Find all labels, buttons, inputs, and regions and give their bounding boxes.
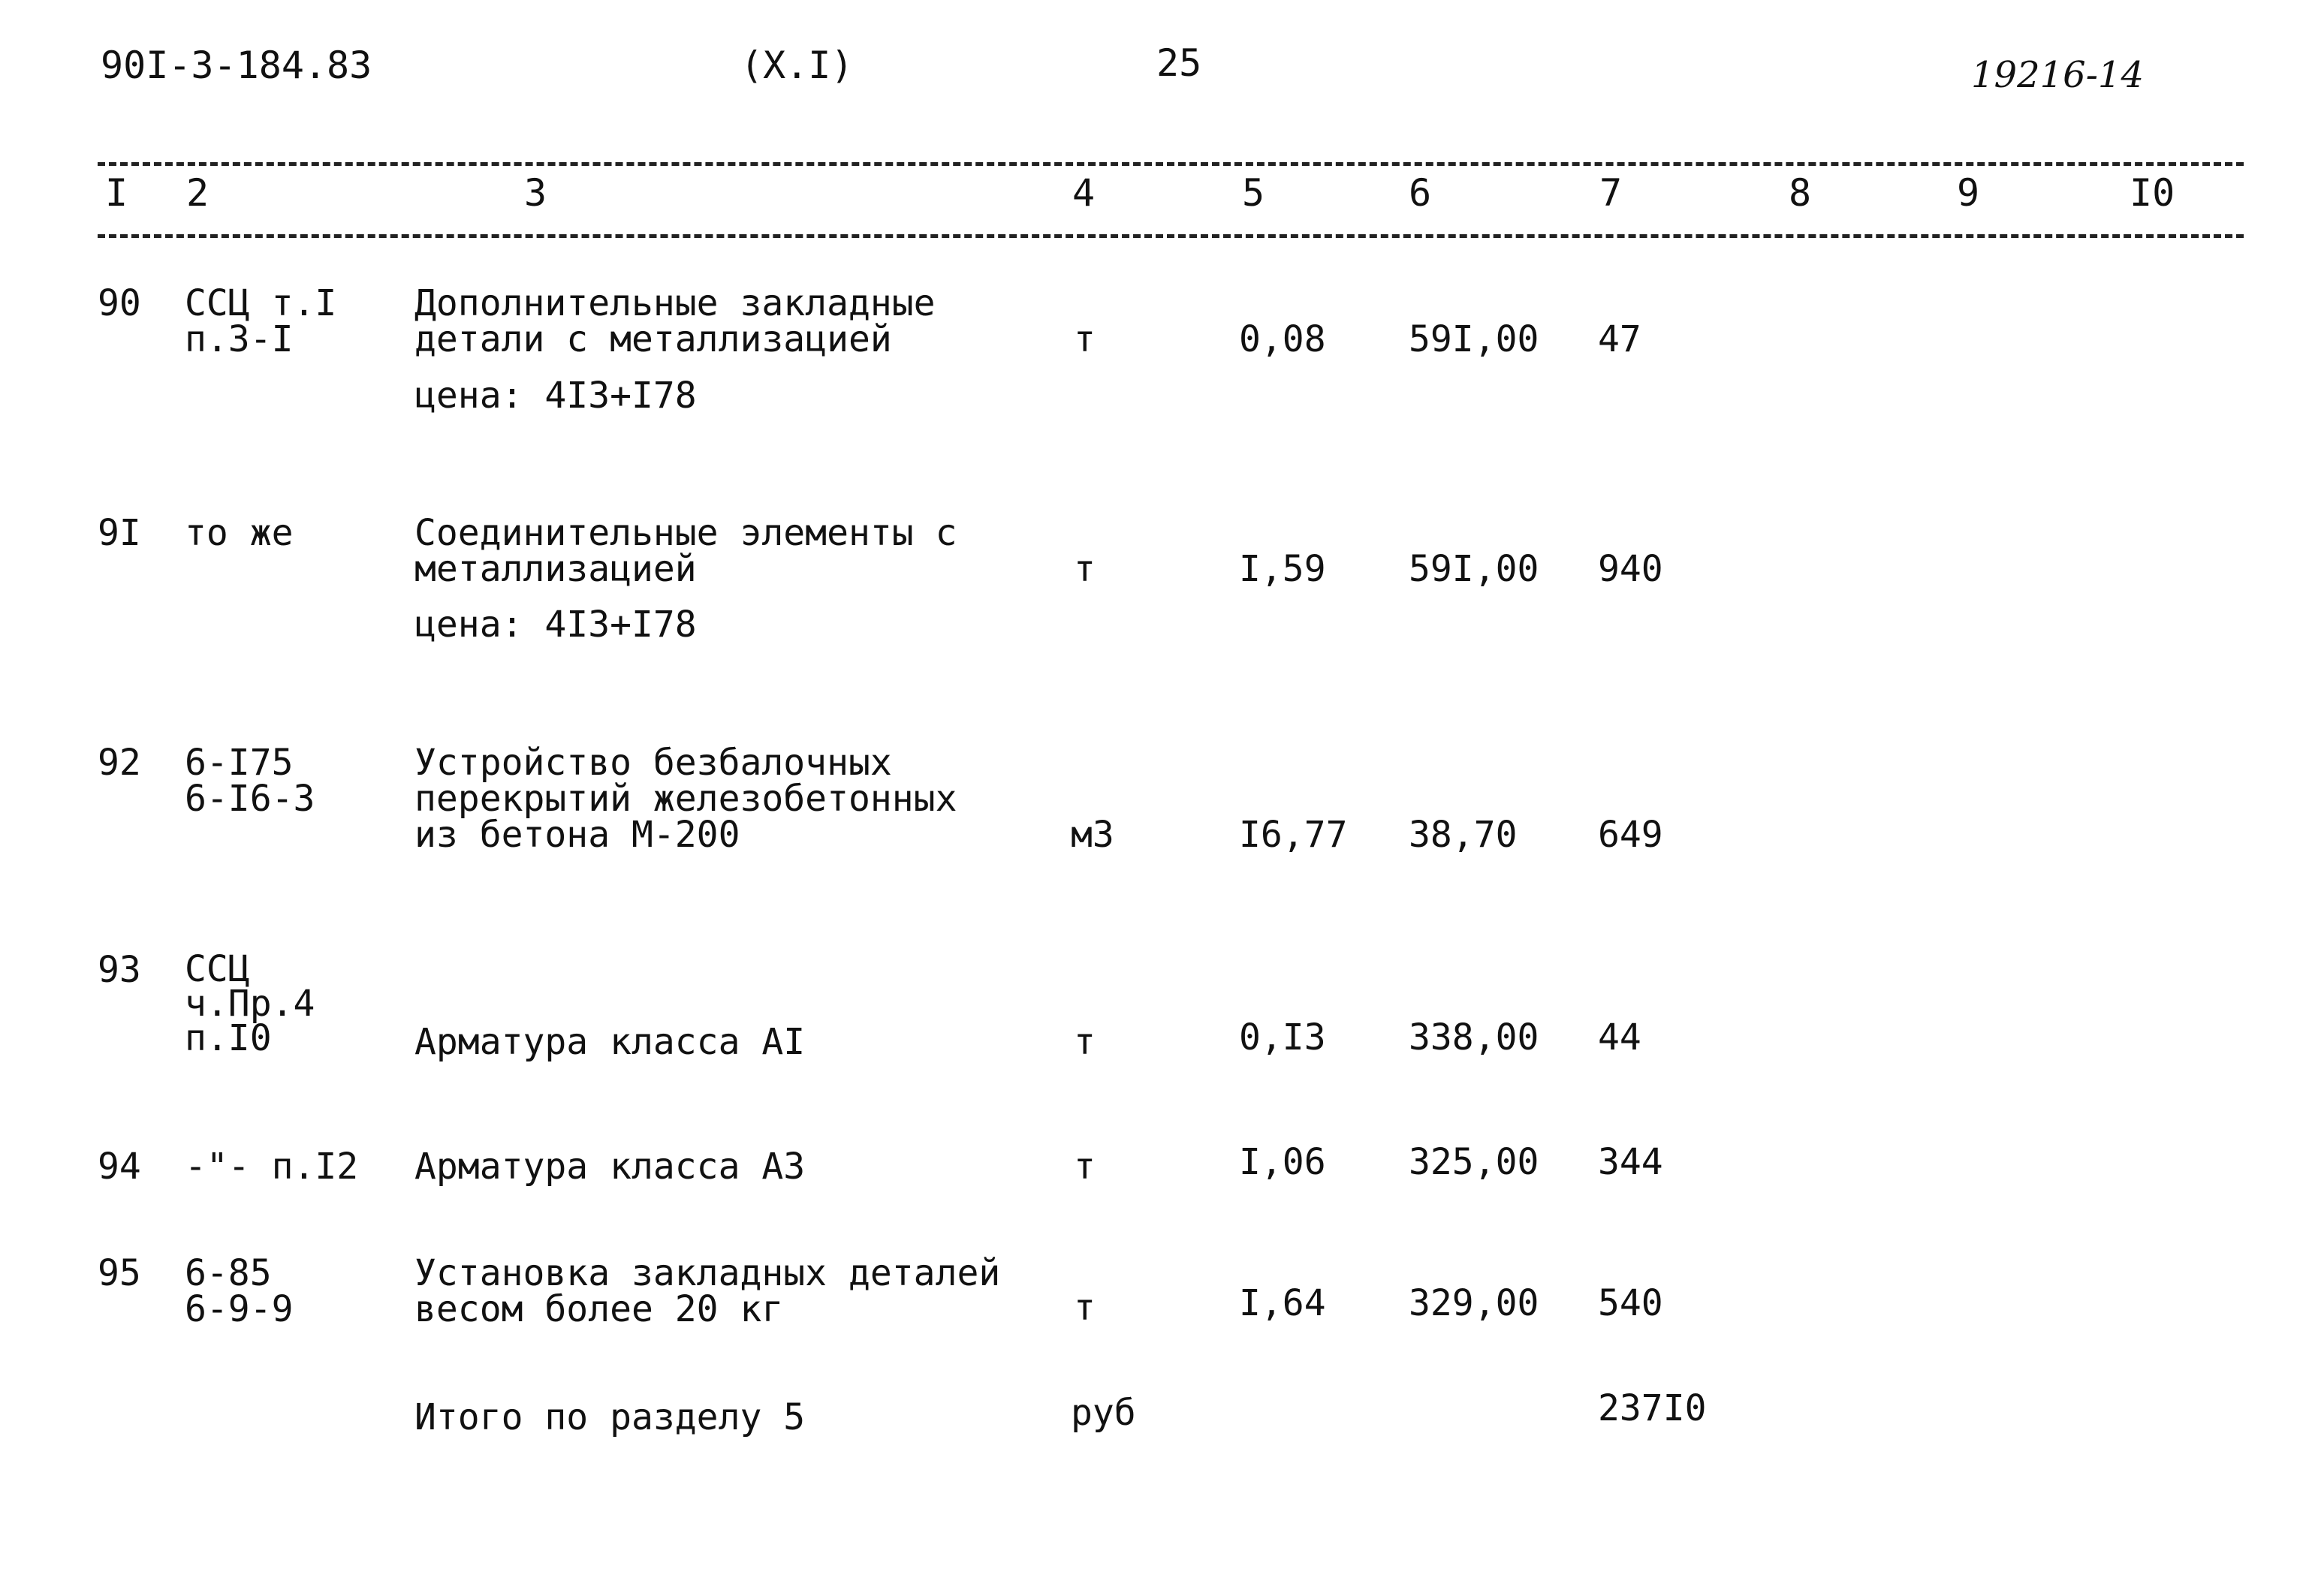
column-header-7: 7	[1599, 171, 1623, 215]
description-line: Дополнительные закладные	[414, 282, 936, 324]
quantity: I,06	[1239, 1141, 1326, 1183]
row-reference	[185, 742, 315, 820]
row-number: 94	[98, 1146, 141, 1188]
description-line: Соединительные элементы с	[414, 512, 957, 554]
column-header-9: 9	[1957, 171, 1980, 215]
summary-label: Итого по разделу 5	[414, 1396, 806, 1438]
column-header-3: 3	[524, 171, 547, 215]
row-description	[414, 282, 936, 360]
column-header-6: 6	[1409, 171, 1432, 215]
total: 47	[1598, 318, 1641, 360]
reference-line: 6-9-9	[185, 1288, 294, 1330]
summary-unit: руб	[1071, 1392, 1136, 1434]
unit-price: 59I,00	[1409, 318, 1539, 360]
quantity: I,64	[1239, 1282, 1326, 1324]
header-rule-bottom	[98, 234, 2244, 238]
description-line: Установка закладных деталей	[414, 1252, 1001, 1294]
total: 540	[1598, 1282, 1663, 1324]
price-note: цена: 4I3+I78	[414, 375, 697, 417]
description-line: металлизацией	[414, 548, 697, 590]
column-header-4: 4	[1072, 171, 1096, 215]
reference-line: 6-85	[185, 1252, 272, 1294]
row-description	[414, 512, 957, 590]
description-line: Устройство безбалочных	[414, 742, 892, 784]
unit: т	[1074, 318, 1096, 360]
row-description	[414, 1021, 806, 1063]
row-description	[414, 742, 957, 856]
total: 649	[1598, 814, 1663, 856]
description-line: перекрытий железобетонных	[414, 778, 957, 820]
reference-line: п.I0	[185, 1017, 272, 1059]
row-reference	[185, 512, 294, 554]
row-number: 9I	[98, 512, 141, 554]
row-number: 93	[98, 949, 141, 991]
row-number: 95	[98, 1252, 141, 1294]
column-header-1: I	[105, 171, 128, 215]
total: 44	[1598, 1016, 1641, 1058]
unit-price: 59I,00	[1409, 548, 1539, 590]
unit-price: 338,00	[1409, 1016, 1539, 1058]
unit-price: 329,00	[1409, 1282, 1539, 1324]
column-header-2: 2	[186, 171, 209, 215]
row-reference	[185, 1146, 359, 1188]
row-number: 90	[98, 282, 141, 324]
quantity: I,59	[1239, 548, 1326, 590]
reference-line: -"- п.I2	[185, 1146, 359, 1188]
unit: т	[1074, 1021, 1096, 1063]
row-reference	[185, 1252, 294, 1330]
column-header-5: 5	[1242, 171, 1265, 215]
unit-price: 38,70	[1409, 814, 1518, 856]
row-reference	[185, 282, 337, 360]
reference-line: 6-I6-3	[185, 778, 315, 820]
page-number: 25	[1156, 41, 1202, 85]
description-line: Арматура класса АI	[414, 1021, 806, 1063]
total: 344	[1598, 1141, 1663, 1183]
row-description	[414, 1146, 806, 1188]
description-line: детали с металлизацией	[414, 318, 892, 360]
sheet-number: 19216-14	[1971, 54, 2144, 96]
reference-line: 6-I75	[185, 742, 294, 784]
document-code: 90I-3-184.83	[101, 44, 372, 87]
row-description	[414, 1252, 1001, 1330]
quantity: 0,08	[1239, 318, 1326, 360]
unit: т	[1074, 1146, 1096, 1188]
header-rule-top	[98, 162, 2244, 166]
unit: т	[1074, 1287, 1096, 1329]
reference-line: то же	[185, 512, 294, 554]
price-note: цена: 4I3+I78	[414, 604, 697, 646]
summary-total: 237I0	[1598, 1387, 1707, 1429]
unit: т	[1074, 548, 1096, 590]
reference-line: ССЦ т.I	[185, 282, 337, 324]
quantity: I6,77	[1239, 814, 1348, 856]
quantity: 0,I3	[1239, 1016, 1326, 1058]
unit: м3	[1071, 814, 1114, 856]
row-number: 92	[98, 742, 141, 784]
total: 940	[1598, 548, 1663, 590]
section-label: (X.I)	[740, 44, 854, 87]
reference-line: ч.Пр.4	[185, 983, 315, 1025]
unit-price: 325,00	[1409, 1141, 1539, 1183]
description-line: весом более 20 кг	[414, 1288, 784, 1330]
row-reference	[185, 948, 315, 1059]
reference-line: ССЦ	[185, 948, 250, 990]
column-header-8: 8	[1789, 171, 1812, 215]
description-line: из бетона М-200	[414, 814, 740, 856]
reference-line: п.3-I	[185, 318, 294, 360]
column-header-10: I0	[2130, 171, 2175, 215]
description-line: Арматура класса А3	[414, 1146, 806, 1188]
